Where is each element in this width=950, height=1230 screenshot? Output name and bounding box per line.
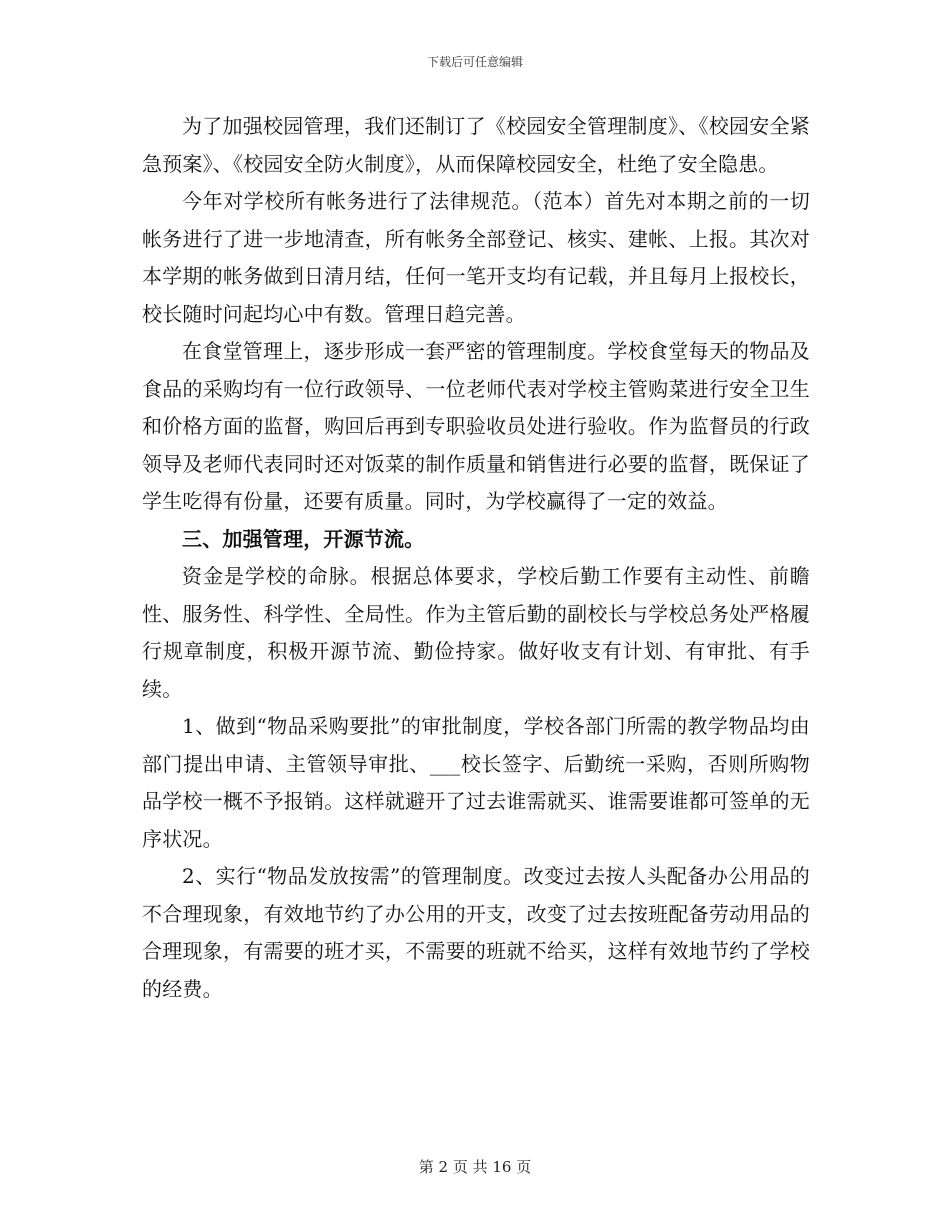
paragraph-funds: 资金是学校的命脉。根据总体要求，学校后勤工作要有主动性、前瞻性、服务性、科学性、全局性。作为主管后勤的副校长与学校总务处严格履行规章制度，积极开源节流、勤俭持家。做好收支有计划、有审批、有手续。 [142,564,810,701]
section-heading-3: 三、加强管理，开源节流。 [182,526,425,551]
paragraph-procurement: 1、做到“物品采购要批”的审批制度，学校各部门所需的教学物品均由部门提出申请、主管领导审批、___校长签字、后勤统一采购，否则所购物品学校一概不予报销。这样就避开了过去谁需就买、谁需要谁都可签单的无序状况。 [142,714,810,851]
document-body [142,108,810,1008]
page-number: 第 2 页 共 16 页 [418,1158,532,1176]
paragraph-accounts: 今年对学校所有帐务进行了法律规范。（范本）首先对本期之前的一切帐务进行了进一步地清查，所有帐务全部登记、核实、建帐、上报。其次对本学期的帐务做到日清月结，任何一笔开支均有记载，并且每月上报校长，校长随时问起均心中有数。管理日趋完善。 [142,189,810,326]
paragraph-canteen: 在食堂管理上，逐步形成一套严密的管理制度。学校食堂每天的物品及食品的采购均有一位行政领导、一位老师代表对学校主管购菜进行安全卫生和价格方面的监督，购回后再到专职验收员处进行验收。作为监督员的行政领导及老师代表同时还对饭菜的制作质量和销售进行必要的监督，既保证了学生吃得有份量，还要有质量。同时，为学校赢得了一定的效益。 [142,339,810,513]
paragraph-distribution: 2、实行“物品发放按需”的管理制度。改变过去按人头配备办公用品的不合理现象，有效地节约了办公用的开支，改变了过去按班配备劳动用品的合理现象，有需要的班才买，不需要的班就不给买，这样有效地节约了学校的经费。 [142,864,810,1001]
page-header-note: 下载后可任意编辑 [426,55,523,69]
paragraph-campus-safety: 为了加强校园管理，我们还制订了《校园安全管理制度》、《校园安全紧急预案》、《校园安全防火制度》，从而保障校园安全，杜绝了安全隐患。 [142,114,810,176]
